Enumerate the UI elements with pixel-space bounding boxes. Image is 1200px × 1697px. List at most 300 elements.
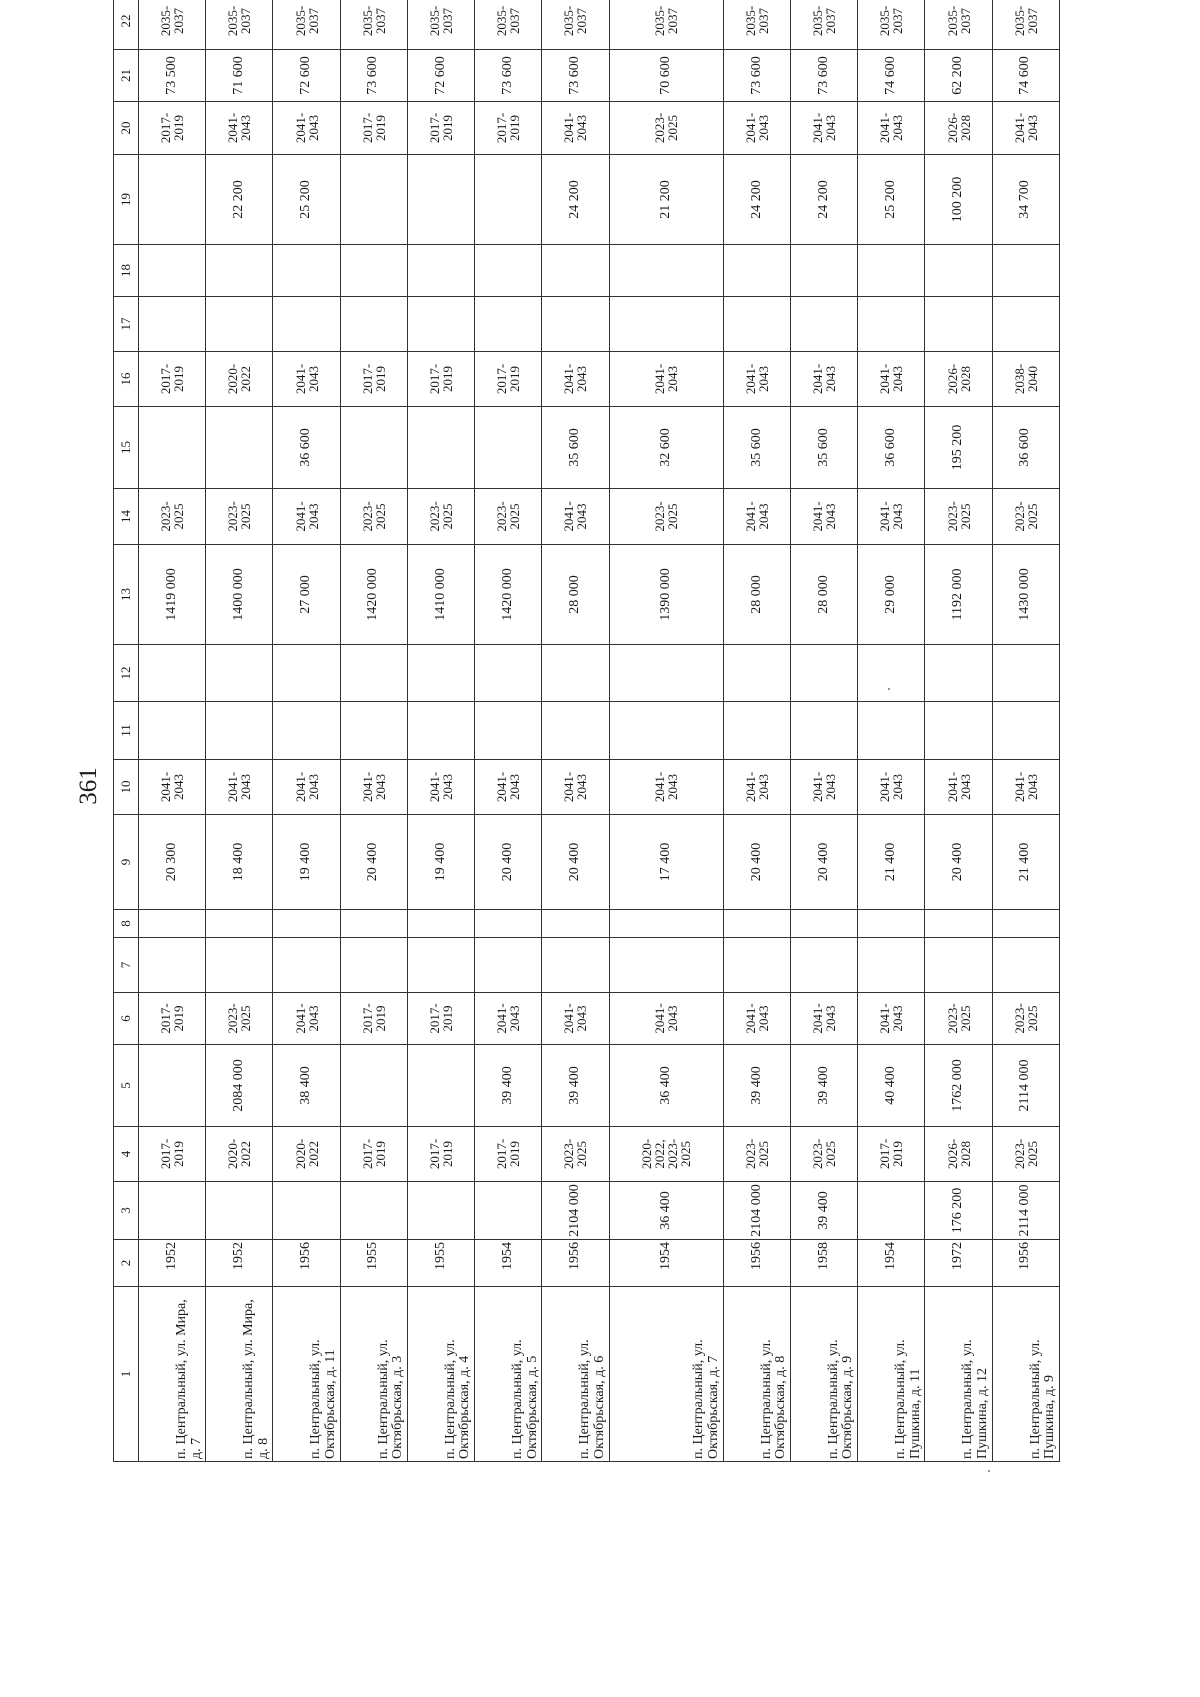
table-container — [113, 5, 1060, 1462]
table-cell — [139, 1045, 206, 1127]
table-cell — [609, 938, 723, 993]
table-cell: 24 200 — [542, 155, 609, 245]
table-cell: 2041-2043 — [273, 489, 340, 545]
table-cell: 2041-2043 — [139, 760, 206, 815]
table-cell: 2017-2019 — [340, 352, 407, 407]
table-cell — [407, 702, 474, 760]
table-row — [475, 0, 542, 1462]
table-cell: 2041-2043 — [273, 352, 340, 407]
table-cell: 32 600 — [609, 407, 723, 489]
table-cell: 1952 — [206, 1240, 273, 1287]
table-cell — [340, 297, 407, 352]
table-cell — [206, 245, 273, 297]
table-cell: 1955 — [340, 1240, 407, 1287]
table-cell — [206, 702, 273, 760]
table-cell: 2041-2043 — [206, 760, 273, 815]
column-header-1: 1 — [114, 1287, 139, 1462]
header-row — [114, 0, 139, 1462]
table-cell — [206, 297, 273, 352]
table-cell: 19 400 — [273, 815, 340, 910]
table-cell — [407, 645, 474, 702]
table-cell: 2017-2019 — [475, 1127, 542, 1182]
table-row — [407, 0, 474, 1462]
table-cell: 1956 — [542, 1240, 609, 1287]
table-row — [273, 0, 340, 1462]
address-cell: п. Центральный, ул. Октябрьская, д. 9 — [790, 1287, 857, 1462]
table-cell — [273, 702, 340, 760]
table-cell: 27 000 — [273, 545, 340, 645]
table-cell: 73 600 — [542, 50, 609, 102]
table-cell: 2017-2019 — [340, 993, 407, 1045]
table-cell: 2017-2019 — [340, 102, 407, 155]
table-cell — [206, 1182, 273, 1240]
column-header-17: 17 — [114, 297, 139, 352]
table-cell — [139, 938, 206, 993]
table-cell: 2023-2025 — [925, 489, 992, 545]
table-cell: 2041-2043 — [858, 760, 925, 815]
column-header-5: 5 — [114, 1045, 139, 1127]
table-cell: 1954 — [609, 1240, 723, 1287]
table-cell: 2084 000 — [206, 1045, 273, 1127]
table-cell: 1954 — [475, 1240, 542, 1287]
column-header-18: 18 — [114, 245, 139, 297]
column-header-2: 2 — [114, 1240, 139, 1287]
column-header-15: 15 — [114, 407, 139, 489]
table-cell: 2020-2022, 2023-2025 — [609, 1127, 723, 1182]
table-cell: 2104 000 — [542, 1182, 609, 1240]
table-cell: 36 400 — [609, 1045, 723, 1127]
column-header-12: 12 — [114, 645, 139, 702]
address-cell: п. Центральный, ул. Октябрьская, д. 3 — [340, 1287, 407, 1462]
column-header-21: 21 — [114, 50, 139, 102]
table-cell — [542, 245, 609, 297]
table-cell: 73 500 — [139, 50, 206, 102]
capital-repair-schedule-table — [113, 0, 1060, 1462]
table-cell — [407, 1045, 474, 1127]
table-cell: 2023-2025 — [139, 489, 206, 545]
table-cell — [475, 1182, 542, 1240]
table-cell: 2017-2019 — [139, 993, 206, 1045]
table-cell — [475, 245, 542, 297]
table-cell: 39 400 — [790, 1045, 857, 1127]
column-header-3: 3 — [114, 1182, 139, 1240]
table-cell — [925, 910, 992, 938]
table-cell — [475, 407, 542, 489]
table-row — [340, 0, 407, 1462]
table-cell — [723, 910, 790, 938]
table-cell — [206, 938, 273, 993]
table-row — [925, 0, 992, 1462]
column-header-22: 22 — [114, 0, 139, 50]
table-cell: 72 600 — [407, 50, 474, 102]
table-cell: 2038-2040 — [992, 352, 1059, 407]
table-cell — [340, 645, 407, 702]
table-cell: 2041-2043 — [723, 352, 790, 407]
table-cell: 28 000 — [790, 545, 857, 645]
table-cell: 2041-2043 — [407, 760, 474, 815]
table-cell — [340, 245, 407, 297]
table-cell: 2041-2043 — [858, 102, 925, 155]
table-cell — [790, 938, 857, 993]
table-cell: 2023-2025 — [340, 489, 407, 545]
table-cell: 29 000 — [858, 545, 925, 645]
table-cell: 19 400 — [407, 815, 474, 910]
address-cell: п. Центральный, ул. Октябрьская, д. 11 — [273, 1287, 340, 1462]
table-cell: 1192 000 — [925, 545, 992, 645]
table-cell: 2041-2043 — [723, 760, 790, 815]
table-cell: 24 200 — [790, 155, 857, 245]
table-cell — [542, 910, 609, 938]
table-cell: 1954 — [858, 1240, 925, 1287]
table-row — [542, 0, 609, 1462]
table-cell: 39 400 — [475, 1045, 542, 1127]
table-cell — [858, 645, 925, 702]
table-cell — [858, 938, 925, 993]
table-cell: 73 600 — [475, 50, 542, 102]
column-header-20: 20 — [114, 102, 139, 155]
table-cell: 39 400 — [542, 1045, 609, 1127]
table-cell: 2017-2019 — [407, 102, 474, 155]
table-cell — [609, 702, 723, 760]
table-cell: 2041-2043 — [475, 760, 542, 815]
address-cell: п. Центральный, ул. Октябрьская, д. 8 — [723, 1287, 790, 1462]
table-cell — [340, 938, 407, 993]
table-cell: 2114 000 — [992, 1182, 1059, 1240]
table-cell — [992, 702, 1059, 760]
table-cell: 2023-2025 — [542, 1127, 609, 1182]
table-cell — [273, 245, 340, 297]
column-header-13: 13 — [114, 545, 139, 645]
table-cell: 2041-2043 — [475, 993, 542, 1045]
table-row — [206, 0, 273, 1462]
table-cell — [609, 645, 723, 702]
table-cell — [340, 702, 407, 760]
table-cell — [925, 938, 992, 993]
column-header-9: 9 — [114, 815, 139, 910]
table-row — [723, 0, 790, 1462]
address-cell: п. Центральный, ул. Пушкина, д. 9 — [992, 1287, 1059, 1462]
table-cell — [139, 407, 206, 489]
table-cell: 195 200 — [925, 407, 992, 489]
scan-artifact — [988, 1470, 990, 1472]
table-cell: 2023-2025 — [475, 489, 542, 545]
table-cell — [790, 245, 857, 297]
table-cell: 2023-2025 — [992, 993, 1059, 1045]
table-cell: 1956 — [992, 1240, 1059, 1287]
table-cell: 2023-2025 — [206, 993, 273, 1045]
table-row — [790, 0, 857, 1462]
table-cell — [723, 702, 790, 760]
column-header-14: 14 — [114, 489, 139, 545]
table-cell — [273, 1182, 340, 1240]
table-cell — [992, 297, 1059, 352]
table-cell: 2017-2019 — [139, 352, 206, 407]
column-header-6: 6 — [114, 993, 139, 1045]
table-cell: 20 400 — [790, 815, 857, 910]
table-cell: 2041-2043 — [542, 760, 609, 815]
scan-artifact — [888, 688, 890, 690]
table-cell: 74 600 — [992, 50, 1059, 102]
table-cell — [475, 645, 542, 702]
table-cell: 2017-2019 — [139, 102, 206, 155]
table-cell — [858, 910, 925, 938]
table-cell: 21 200 — [609, 155, 723, 245]
table-cell — [407, 938, 474, 993]
table-cell: 38 400 — [273, 1045, 340, 1127]
column-header-19: 19 — [114, 155, 139, 245]
table-cell: 73 600 — [340, 50, 407, 102]
table-cell: 40 400 — [858, 1045, 925, 1127]
table-cell — [858, 702, 925, 760]
address-cell: п. Центральный, ул. Мира, д. 7 — [139, 1287, 206, 1462]
table-cell — [475, 702, 542, 760]
table-cell: 2023-2025 — [723, 1127, 790, 1182]
table-cell: 28 000 — [723, 545, 790, 645]
table-cell: 28 000 — [542, 545, 609, 645]
table-cell: 2035-2037 — [925, 0, 992, 50]
table-cell: 36 400 — [609, 1182, 723, 1240]
table-cell: 2035-2037 — [340, 0, 407, 50]
table-cell: 34 700 — [992, 155, 1059, 245]
table-cell — [992, 910, 1059, 938]
table-cell: 36 600 — [273, 407, 340, 489]
table-cell — [542, 645, 609, 702]
table-cell: 20 400 — [542, 815, 609, 910]
table-cell: 2026-2028 — [925, 1127, 992, 1182]
table-cell: 20 400 — [925, 815, 992, 910]
table-cell — [992, 245, 1059, 297]
table-cell: 2041-2043 — [542, 993, 609, 1045]
address-cell: п. Центральный, ул. Октябрьская, д. 6 — [542, 1287, 609, 1462]
table-cell — [609, 910, 723, 938]
table-cell — [858, 1182, 925, 1240]
table-cell: 62 200 — [925, 50, 992, 102]
table-cell: 1430 000 — [992, 545, 1059, 645]
table-cell: 2035-2037 — [858, 0, 925, 50]
table-cell: 2017-2019 — [407, 1127, 474, 1182]
table-cell — [139, 155, 206, 245]
table-cell — [723, 297, 790, 352]
table-cell: 2023-2025 — [609, 102, 723, 155]
table-cell: 2041-2043 — [858, 489, 925, 545]
table-cell: 25 200 — [858, 155, 925, 245]
table-cell — [340, 155, 407, 245]
table-cell: 2041-2043 — [542, 102, 609, 155]
table-cell: 2020-2022 — [206, 1127, 273, 1182]
table-cell: 35 600 — [723, 407, 790, 489]
table-cell: 2041-2043 — [790, 352, 857, 407]
table-cell — [723, 938, 790, 993]
table-cell — [925, 702, 992, 760]
table-cell: 2017-2019 — [407, 352, 474, 407]
table-cell — [609, 297, 723, 352]
table-cell — [992, 645, 1059, 702]
table-cell: 2020-2022 — [206, 352, 273, 407]
table-cell: 2017-2019 — [475, 352, 542, 407]
table-cell: 2017-2019 — [340, 1127, 407, 1182]
table-cell: 176 200 — [925, 1182, 992, 1240]
table-cell: 35 600 — [790, 407, 857, 489]
table-cell — [340, 407, 407, 489]
table-cell: 20 400 — [475, 815, 542, 910]
address-cell: п. Центральный, ул. Пушкина, д. 12 — [925, 1287, 992, 1462]
table-cell: 2035-2037 — [542, 0, 609, 50]
table-cell: 2041-2043 — [790, 102, 857, 155]
table-cell — [790, 645, 857, 702]
table-cell — [475, 910, 542, 938]
table-cell: 2020-2022 — [273, 1127, 340, 1182]
address-cell: п. Центральный, ул. Мира, д. 8 — [206, 1287, 273, 1462]
table-cell: 2017-2019 — [139, 1127, 206, 1182]
table-cell: 2041-2043 — [992, 102, 1059, 155]
table-cell: 71 600 — [206, 50, 273, 102]
table-cell: 1400 000 — [206, 545, 273, 645]
table-row — [858, 0, 925, 1462]
table-cell — [407, 297, 474, 352]
table-cell — [542, 702, 609, 760]
table-cell — [340, 1045, 407, 1127]
table-cell: 2035-2037 — [475, 0, 542, 50]
table-cell: 2041-2043 — [542, 489, 609, 545]
table-cell — [206, 910, 273, 938]
table-cell: 22 200 — [206, 155, 273, 245]
table-cell — [790, 702, 857, 760]
column-header-4: 4 — [114, 1127, 139, 1182]
table-cell: 2041-2043 — [273, 993, 340, 1045]
table-cell — [273, 910, 340, 938]
table-cell — [139, 645, 206, 702]
table-cell — [273, 938, 340, 993]
table-cell: 36 600 — [858, 407, 925, 489]
table-cell — [475, 297, 542, 352]
table-cell: 2041-2043 — [925, 760, 992, 815]
address-cell: п. Центральный, ул. Октябрьская, д. 4 — [407, 1287, 474, 1462]
table-cell: 2035-2037 — [609, 0, 723, 50]
table-cell — [407, 910, 474, 938]
table-cell: 2035-2037 — [790, 0, 857, 50]
table-cell — [273, 297, 340, 352]
table-cell: 2035-2037 — [407, 0, 474, 50]
table-cell: 2023-2025 — [609, 489, 723, 545]
table-cell: 1956 — [723, 1240, 790, 1287]
table-cell — [407, 155, 474, 245]
table-cell: 2041-2043 — [609, 993, 723, 1045]
table-cell — [206, 645, 273, 702]
table-cell: 1420 000 — [475, 545, 542, 645]
table-cell: 2041-2043 — [273, 760, 340, 815]
table-cell — [858, 245, 925, 297]
table-cell: 2017-2019 — [407, 993, 474, 1045]
table-cell — [925, 245, 992, 297]
table-cell — [790, 297, 857, 352]
table-cell: 1420 000 — [340, 545, 407, 645]
table-cell: 2041-2043 — [273, 102, 340, 155]
table-cell: 1958 — [790, 1240, 857, 1287]
table-cell: 1956 — [273, 1240, 340, 1287]
table-cell: 2023-2025 — [925, 993, 992, 1045]
table-cell: 1972 — [925, 1240, 992, 1287]
table-cell — [139, 245, 206, 297]
table-cell: 1762 000 — [925, 1045, 992, 1127]
table-cell — [925, 297, 992, 352]
column-header-10: 10 — [114, 760, 139, 815]
table-cell: 2023-2025 — [992, 489, 1059, 545]
table-cell — [407, 407, 474, 489]
table-cell: 17 400 — [609, 815, 723, 910]
table-cell — [139, 1182, 206, 1240]
table-cell: 2026-2028 — [925, 352, 992, 407]
table-cell: 2041-2043 — [542, 352, 609, 407]
table-row — [139, 0, 206, 1462]
table-cell: 24 200 — [723, 155, 790, 245]
table-cell: 2041-2043 — [723, 993, 790, 1045]
table-cell — [340, 910, 407, 938]
table-cell: 2041-2043 — [992, 760, 1059, 815]
table-cell — [790, 910, 857, 938]
table-cell: 2041-2043 — [340, 760, 407, 815]
table-cell: 2041-2043 — [858, 352, 925, 407]
table-cell: 100 200 — [925, 155, 992, 245]
column-header-11: 11 — [114, 702, 139, 760]
table-cell: 2017-2019 — [475, 102, 542, 155]
page-number: 361 — [75, 767, 102, 805]
table-cell — [475, 155, 542, 245]
table-cell — [925, 645, 992, 702]
table-cell — [139, 297, 206, 352]
table-cell: 2023-2025 — [790, 1127, 857, 1182]
table-cell: 20 300 — [139, 815, 206, 910]
table-cell: 1390 000 — [609, 545, 723, 645]
table-cell: 2041-2043 — [723, 489, 790, 545]
table-cell: 70 600 — [609, 50, 723, 102]
table-cell: 1410 000 — [407, 545, 474, 645]
table-cell: 1952 — [139, 1240, 206, 1287]
table-cell: 2035-2037 — [273, 0, 340, 50]
table-cell — [273, 645, 340, 702]
address-cell: п. Центральный, ул. Пушкина, д. 11 — [858, 1287, 925, 1462]
table-cell: 2041-2043 — [790, 760, 857, 815]
column-header-7: 7 — [114, 938, 139, 993]
table-cell — [542, 938, 609, 993]
table-cell: 2023-2025 — [206, 489, 273, 545]
table-cell: 2023-2025 — [992, 1127, 1059, 1182]
table-cell — [992, 938, 1059, 993]
table-cell — [475, 938, 542, 993]
table-cell: 73 600 — [723, 50, 790, 102]
table-cell: 18 400 — [206, 815, 273, 910]
table-cell: 2041-2043 — [858, 993, 925, 1045]
table-cell: 2114 000 — [992, 1045, 1059, 1127]
table-cell: 1955 — [407, 1240, 474, 1287]
table-row — [992, 0, 1059, 1462]
table-cell: 2041-2043 — [790, 489, 857, 545]
table-cell — [139, 910, 206, 938]
address-cell: п. Центральный, ул. Октябрьская, д. 7 — [609, 1287, 723, 1462]
table-cell: 35 600 — [542, 407, 609, 489]
table-cell — [858, 297, 925, 352]
table-cell: 20 400 — [723, 815, 790, 910]
table-cell: 74 600 — [858, 50, 925, 102]
table-cell — [206, 407, 273, 489]
table-cell — [340, 1182, 407, 1240]
address-cell: п. Центральный, ул. Октябрьская, д. 5 — [475, 1287, 542, 1462]
table-cell: 2023-2025 — [407, 489, 474, 545]
table-cell: 2035-2037 — [206, 0, 273, 50]
table-cell: 21 400 — [992, 815, 1059, 910]
table-row — [609, 0, 723, 1462]
table-cell — [723, 245, 790, 297]
table-cell: 39 400 — [723, 1045, 790, 1127]
